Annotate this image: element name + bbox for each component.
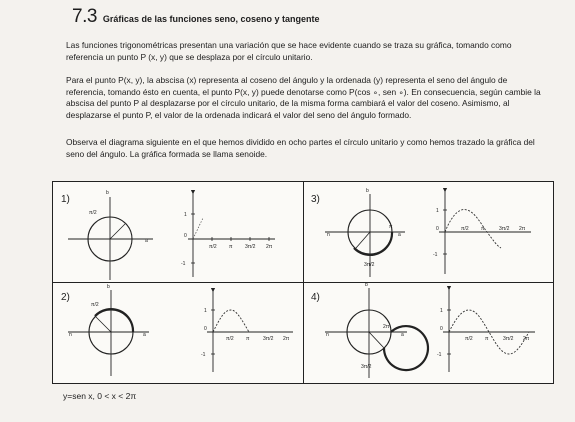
panel-3-a-label: a: [398, 232, 401, 238]
panel-2-b-label: b: [107, 284, 110, 290]
panel-3-zero-label: 0: [436, 226, 439, 232]
panel-4-tick-pi: π: [485, 336, 489, 342]
panel-1: [61, 190, 275, 280]
panel-3-radius: [356, 232, 370, 248]
paragraph-intro: Las funciones trigonométricas presentan una variación que se hace evidente cuando se traza su gráfica, tomando como referencia un punto P (x, y) que se desplaza por el círculo unitario.: [66, 40, 512, 62]
panel-2-minus-one-label: -1: [201, 352, 206, 358]
panel-3-tick-pi2: π/2: [461, 226, 469, 232]
panel-2-a-label: a: [143, 332, 146, 338]
panel-3-sine-curve: [445, 210, 501, 248]
panel-3-minus-one-label: -1: [433, 252, 438, 258]
panel-4-tick-3pi2: 3π/2: [503, 336, 514, 342]
panel-4-zero-label: 0: [440, 326, 443, 332]
section-heading: [72, 6, 320, 28]
panel-4: [311, 282, 535, 378]
panel-3: [311, 188, 531, 277]
panel-1-sine-start: [193, 218, 203, 239]
sine-diagram-box: [52, 181, 554, 384]
panel-1-zero-label: 0: [184, 233, 187, 239]
diagram-caption: y=sen x, 0 < x < 2π: [63, 391, 137, 401]
panel-4-minus-one-label: -1: [437, 352, 442, 358]
panel-3-one-label: 1: [436, 208, 439, 214]
panel-3-label: 3): [311, 194, 320, 205]
panel-3-b-label: b: [366, 188, 369, 194]
paragraph-point-definition: Para el punto P(x, y), la abscisa (x) representa al coseno del ángulo y la ordenada (y) representa el seno del ángulo de referencia, tomando ésto en cuenta, el punto P(x, y) puede denotarse como P(cos ∘, sen ∘). En consecuencia, según cambie la abscisa del punto P al desplazarse por el círculo unitario, de la misma forma cambiará el valor del coseno. Asimismo, al desplazarse el punto P, el valor de la ordenada indicará el valor del seno del ángulo formado.: [66, 75, 541, 120]
panel-4-label: 4): [311, 292, 320, 303]
panel-2-tick-pi: π: [246, 336, 250, 342]
panel-2-n-label: n: [69, 332, 72, 338]
panel-2-arc: [95, 309, 133, 332]
panel-4-b-label: b: [365, 282, 368, 288]
panel-1-one-label: 1: [184, 212, 187, 218]
section-number: 7.3: [72, 6, 97, 27]
panel-4-n-label: n: [326, 332, 329, 338]
panel-4-2pi-label: 2π: [383, 324, 390, 330]
paragraph-diagram-intro: Observa el diagrama siguiente en el que hemos dividido en ocho partes el círculo unitario y como hemos trazado la gráfica del seno del ángulo. La gráfica formada se llama senoide.: [66, 137, 535, 159]
panel-2-label: 2): [61, 292, 70, 303]
panel-2-radius: [95, 316, 111, 332]
panel-2-pi2-label: π/2: [91, 302, 99, 308]
panel-1-tick-3pi2: 3π/2: [245, 244, 256, 250]
panel-2-sine-curve: [213, 310, 249, 332]
panel-2-tick-3pi2: 3π/2: [263, 336, 274, 342]
panel-3-n-label: n: [327, 232, 330, 238]
panel-3-tick-2pi: 2π: [519, 226, 526, 232]
panel-4-3pi2-label: 3π/2: [361, 364, 372, 370]
panel-2-one-label: 1: [204, 308, 207, 314]
panel-1-pi2-label: π/2: [89, 210, 97, 216]
panel-3-3pi2-label: 3π/2: [364, 262, 375, 268]
panel-1-a-label: a: [145, 238, 148, 244]
panel-3-pi-label: π: [389, 224, 393, 230]
panel-1-minus-one-label: -1: [181, 261, 186, 267]
panel-4-a-label: a: [401, 332, 404, 338]
panel-4-one-label: 1: [440, 308, 443, 314]
panel-2-tick-2pi: 2π: [283, 336, 290, 342]
panel-2: [61, 284, 293, 376]
panel-3-tick-3pi2: 3π/2: [499, 226, 510, 232]
panel-4-tick-2pi: 2π: [523, 336, 530, 342]
panel-1-tick-2pi: 2π: [266, 244, 273, 250]
sine-diagram-figure: [53, 182, 553, 383]
panel-4-tick-pi2: π/2: [465, 336, 473, 342]
panel-1-label: 1): [61, 194, 70, 205]
panel-1-radius: [110, 224, 125, 239]
panel-1-tick-pi: π: [229, 244, 233, 250]
section-title: Gráficas de las funciones seno, coseno y tangente: [102, 14, 320, 24]
panel-2-tick-pi2: π/2: [226, 336, 234, 342]
panel-1-tick-pi2: π/2: [209, 244, 217, 250]
panel-2-zero-label: 0: [204, 326, 207, 332]
panel-3-tick-pi: π: [481, 226, 485, 232]
panel-1-b-label: b: [106, 190, 109, 196]
panel-4-radius: [369, 332, 384, 348]
